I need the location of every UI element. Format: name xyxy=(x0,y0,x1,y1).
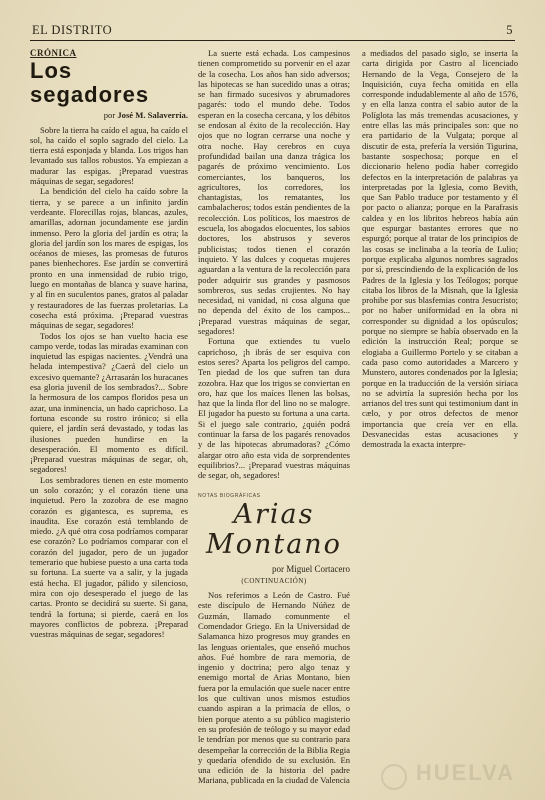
column-1 xyxy=(30,48,188,786)
publication-name: EL DISTRITO xyxy=(32,23,113,37)
watermark: HUELVA xyxy=(415,760,515,785)
column-2 xyxy=(198,48,350,786)
paragraph: La bendición del cielo ha caído sobre la tierra, y se parece a un infinito jardín verdeante. Florecillas rojas, blancas, azules, amarillas, adornan jocundamente ese jardín inmenso. Pero la gloria del jardín es otra; la gloria del jardín son los mares de espigas, los océanos de mieses, las promesas de futuros panes bienhechores. Ese jardín se convertirá pronto en una inmensidad de rubio trigo, luego en montañas de blanca y suave harina, y al fin en suculentos panes, gratos al paladar y restauradores de las fuerzas proletarias. La cosecha está próxima. ¡Preparad vuestras máquinas de segar, segadores! xyxy=(30,186,188,331)
page-header xyxy=(32,18,513,38)
paragraph: Nos referimos a León de Castro. Fué este discípulo de Hernando Núñez de Guzmán, llamado comunmente el Comendador Griego. En la Universidad de Salamanca hizo progresos muy grandes en las lenguas orientales, que enseñó muchos años. Fué hombre de rara memoria, de ingenio y doctrina; pero algo tenaz y enemigo mortal de Arias Montano, bien fuera por la emulación que suele nacer entre los que cultivan unos mismos estudios cuando aspiran a la primacía de ellos, o bien porque atento a su público magisterio en su profesión de teólogo y su mayor edad le tendrían por menos que su contrario para desempeñar la corrección de la Biblia Regia y quedaría ofendido de su exclusión. En una edición de la historia del padre Mariana, publicada en la ciudad de Valencia xyxy=(198,590,350,786)
article-title: Los segadores xyxy=(30,58,150,108)
section-label: CRÓNICA xyxy=(30,48,77,58)
arias-title: Arias Montano xyxy=(206,499,342,561)
byline-author: José M. Salaverría. xyxy=(117,110,188,121)
header-rule xyxy=(30,40,515,41)
paragraph: Todos los ojos se han vuelto hacia ese campo verde, todas las miradas examinan con inquietud las espigas nacientes. ¿Vendrá una helada intempestiva? ¿Caerá del cielo un excesivo quemante? ¿Arrasarán los huracanes esa gloria juvenil de los sembrados?... Sobre la hermosura de los campos floridos pesa un azar, una inminencia, un hado caprichoso. La fortuna esconde su rostro irónico; si ella quiere, el jardín será devastado, y todas las ilusiones pueden hundirse en la desesperación. El momento es difícil. ¡Preparad vuestras máquinas de segar, oh, segadores! xyxy=(30,330,188,475)
paragraph: La suerte está echada. Los campesinos tienen comprometido su porvenir en el azar de la cosecha. Los años han sido adversos; las hipotecas se han sucedido unas a otras; se han firmado sucesivos y abrumadores pagarés: todo el mundo debe. Todos esperan en la cosecha cercana, y los débitos se endosan al éxito de la recolección. Hay ojos que no logran cerrarse una noche y otra noche. Hay cerebros en cuya profundidad bailan una danza trágica los pagarés de próximo vencimiento. Los comerciantes, los banqueros, los agricultores, los corredores, los chantagistas, los rematantes, los cambalacheros; todos están pendientes de la recolección. Los políticos, los maestros de escuela, los abogados elocuentes, los sabios doctores, los abstrusos y severos publicistas; todos tienen el corazón inquieto. Y las dulces y coquetas mujeres aguardan a la ventura de la recolección para poder adquirir sus grandes y pasmosos sombreros, sus sedas crujientes. No hay necesidad, ni vanidad, ni cosa alguna que no dependa del éxito de los campos... ¡Preparad vuestras máquinas de segar, segadores! xyxy=(198,48,350,337)
paragraph: Los sembradores tienen en este momento un solo corazón; y el corazón tiene una inquietud. Pero la zozobra de ese magno corazón es gigantesca, es suprema, es inaudita. Ese corazón está temblando de miedo. ¿A qué otra cosa podríamos comparar ese corazón? Lo podríamos comparar con el corazón del jugador, pero de un jugador temerario que hubiese puesto a una carta toda su fortuna. La suerte va a salir, y la jugada está hecha. El jugador, pálido y silencioso, mira con ojo desesperado el juego de las cartas. Pronto se decidirá su suerte. Si gana, tendrá la fortuna; si pierde, caerá en los mayores conflictos de pobreza. ¡Preparad vuestras máquinas de segar, segadores! xyxy=(30,474,188,640)
continuation-label: (CONTINUACIÓN) xyxy=(241,576,307,585)
arias-byline: por Miguel Cortacero xyxy=(272,564,350,575)
paragraph-continued: a mediados del pasado siglo, se inserta la carta dirigida por Castro al licenciado Hernando de la Vega, Consejero de la Inquisición, cuya fecha omitida en ella corresponde indudablemente al año de 1576, y en ella lanza contra el sabio autor de la Políglota las más tremendas acusaciones, y entre ellas las más principales son: que no era partidario de la Vulgata; porque al discutir de esta, prefería la versión Tigurina, bastante sospechosa; porque en el diccionario heleno podía haber corregido defectos en la interpretación de palabras ya interpretadas por la Iglesia, como Bevith, que San Pablo traduce por testamento y él por pacto o alianza; porque en la Parafrasis caldea y en los libritos hebreos había aún que espurgar bastantes errores que no espurgó; porque al tratar de los principios de las cosas se inclinaba a la teoría de Lulio; porque explicaba algunos nombres sagrados por sí, prescindiendo de la explicación de los Padres de la Iglesia y los Teólogos; porque citaba los libros de la Misnah, que la Iglesia prohibe por sus blasfemias contra Jesucristo; por no haber uniformidad en la obra ni corresponder su dignidad a los opúsculos; porque no siempre se había observado en la edición la instrucción Real; porque se elogiaba a Guillermo Portelo y se citaban a cada paso como autoridades a Marcero y Munstero, autores condenados por la Iglesia; porque en la traducción de la versión siriaca no se advirtía la supresión hecha por los arrianos del tres sunt qui testimonium dant in cælo, y por otros defectos de menor importancia que creía ver en ella. Desvanecidas estas acusaciones y demostrada la exacta interpre- xyxy=(362,48,518,450)
watermark-seal-icon xyxy=(381,764,407,790)
notas-biograficas-label: NOTAS BIOGRÁFICAS xyxy=(198,493,261,500)
article-byline xyxy=(30,110,188,120)
byline-prefix: por xyxy=(103,110,116,121)
paragraph: Fortuna que extiendes tu vuelo caprichoso, ¡h ibrás de ser esquiva con estos seres? Aparta los peligros del campo. Ten piedad de los que sufren tan dura zozobra. Haz que los trigos se conviertan en oro, haz que los maíces llenen las bolsas, haz que la linda flor del lino no se malogre. El jugador ha puesto su fortuna a una carta. Si el juego sale contrario, ¿quién podrá continuar la farsa de los pagarés renovados y de las hipotecas abrumadoras? ¿Cómo alargar otro año esta vida de sorprendentes equilibrios?... ¡Preparad vuestras máquinas de segar, oh, segadores! xyxy=(198,336,350,481)
paragraph: Sobre la tierra ha caído el agua, ha caído el sol, ha caído el soplo sagrado del cielo. La tierra está esponjada y blanda. Los trigos han levantado sus tallos robustos. Ya empiezan a madurar las espigas. ¡Preparad vuestras máquinas de segar, segadores! xyxy=(30,124,188,187)
page-number: 5 xyxy=(506,23,513,37)
column-3 xyxy=(362,48,518,786)
